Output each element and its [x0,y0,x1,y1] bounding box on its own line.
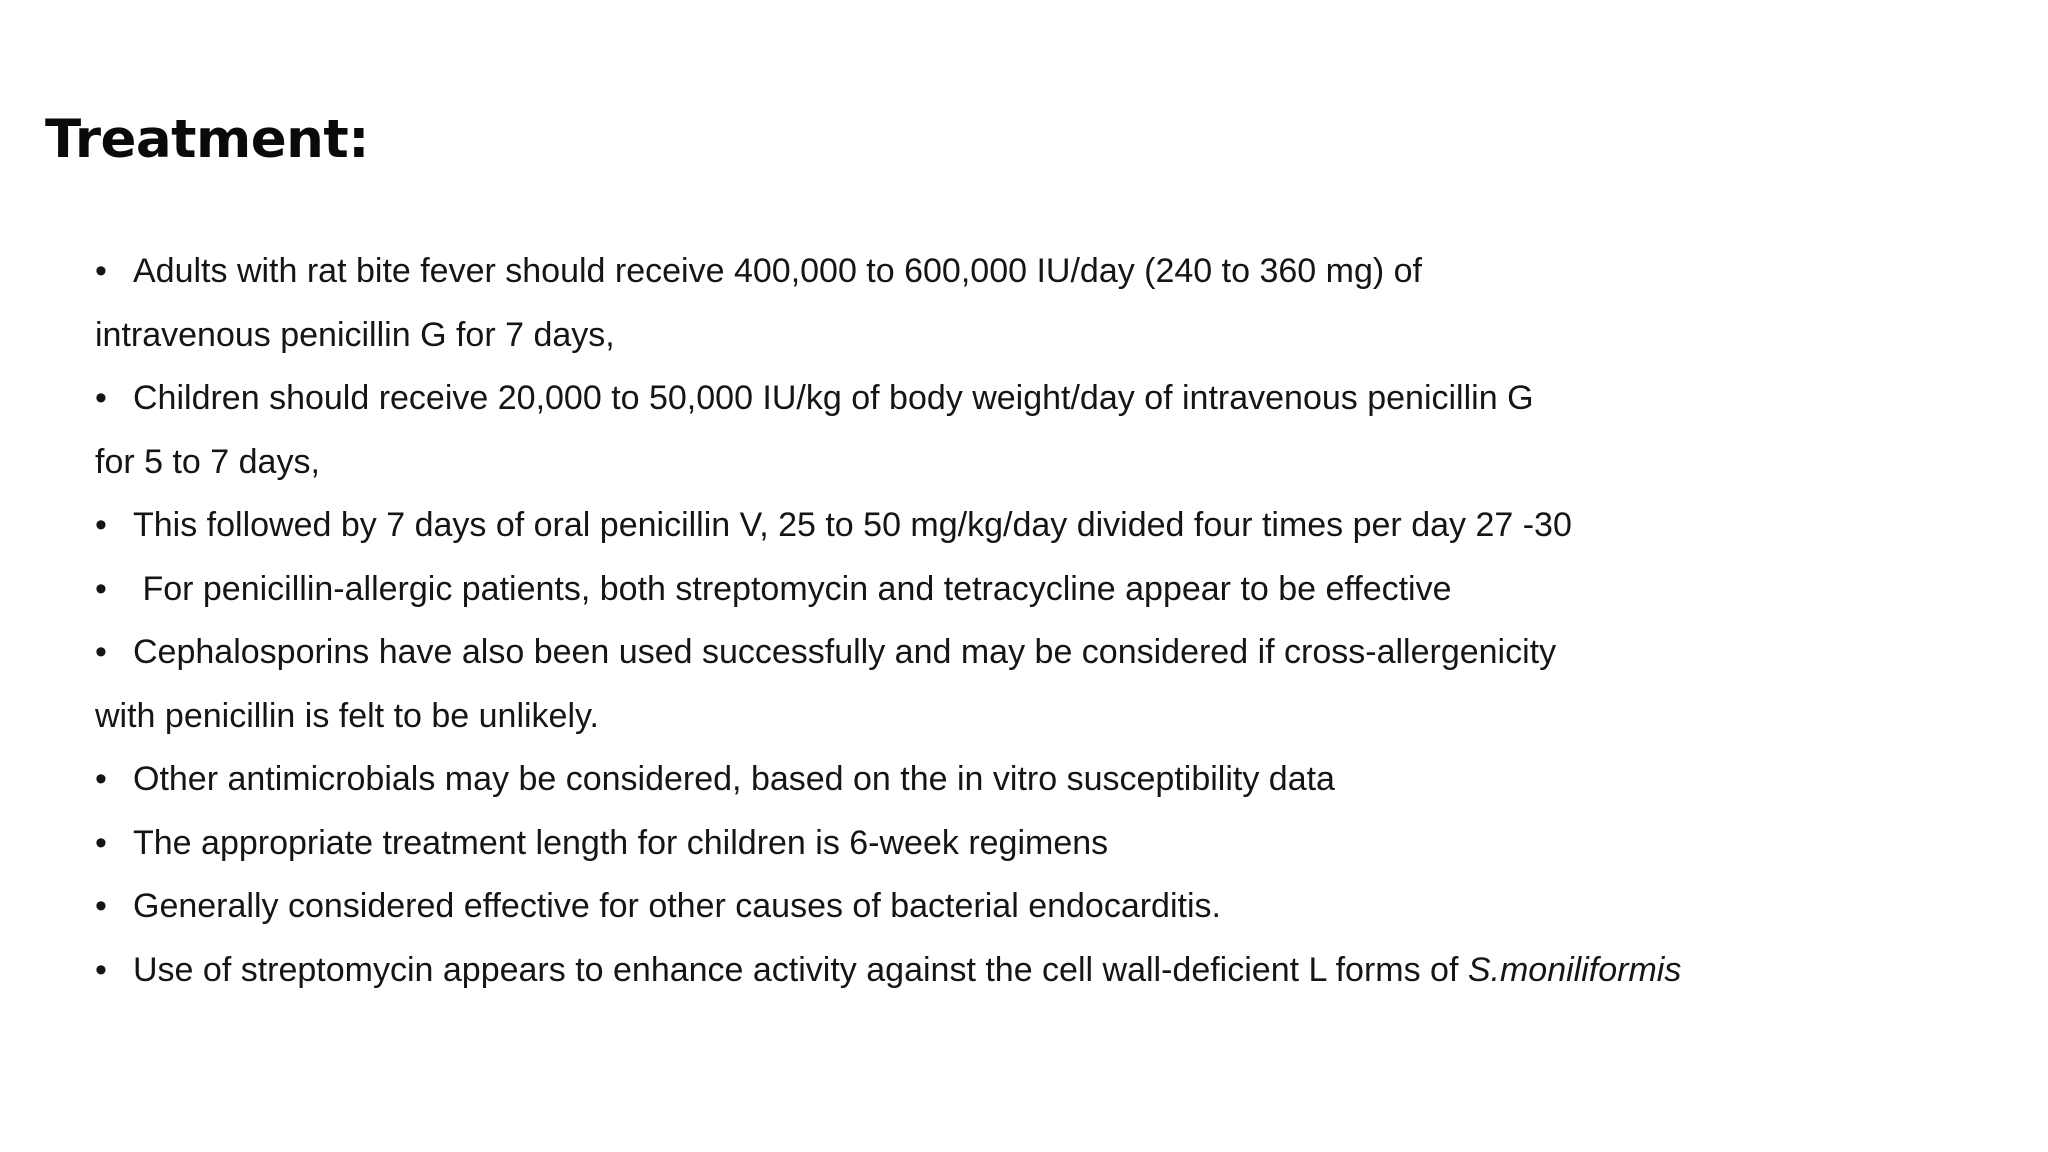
bullet-icon: • [95,569,107,608]
list-item-text: Adults with rat bite fever should receive 400,000 to 600,000 IU/day (240 to 360 mg) of [133,252,1422,290]
list-item [95,875,1995,939]
list-item [95,939,1995,1003]
list-item-text: The appropriate treatment length for children is 6-week regimens [133,823,1109,862]
list-item-text: Use of streptomycin appears to enhance activity against the cell wall-deficient L forms of [133,950,1468,989]
list-item-text: with penicillin is felt to be unlikely. [95,696,599,735]
list-item [95,812,1995,876]
list-item [95,494,1995,558]
list-item-text: Children should receive 20,000 to 50,000 IU/kg of body weight/day of intravenous penicillin G [133,379,1534,417]
list-item-text: Other antimicrobials may be considered, based on the in vitro susceptibility data [133,760,1335,798]
list-item-text: For penicillin-allergic patients, both streptomycin and tetracycline appear to be effective [133,569,1452,608]
list-item-continuation [95,685,1995,749]
list-item-text: Cephalosporins have also been used successfully and may be considered if cross-allergenicity [133,633,1557,671]
bullet-icon: • [95,950,107,989]
bullet-icon: • [95,379,107,417]
slide-body [95,240,1995,1002]
species-name: S.moniliformis [1467,950,1682,989]
list-item-text: intravenous penicillin G for 7 days, [95,315,615,354]
slide-title: Treatment: [45,109,369,170]
list-item-continuation [95,431,1995,495]
bullet-icon: • [95,760,107,798]
bullet-icon: • [95,887,107,925]
list-item [95,367,1995,431]
list-item [95,558,1995,622]
list-item-continuation [95,304,1995,368]
bullet-icon: • [95,633,107,671]
bullet-icon: • [95,252,107,290]
list-item [95,621,1995,685]
list-item-text: Generally considered effective for other causes of bacterial endocarditis. [133,887,1221,925]
list-item-text: for 5 to 7 days, [95,442,320,481]
list-item-text: This followed by 7 days of oral penicillin V, 25 to 50 mg/kg/day divided four times per day 27 -30 [133,506,1572,544]
list-item [95,240,1995,304]
list-item [95,748,1995,812]
bullet-icon: • [95,506,107,544]
bullet-icon: • [95,823,107,862]
